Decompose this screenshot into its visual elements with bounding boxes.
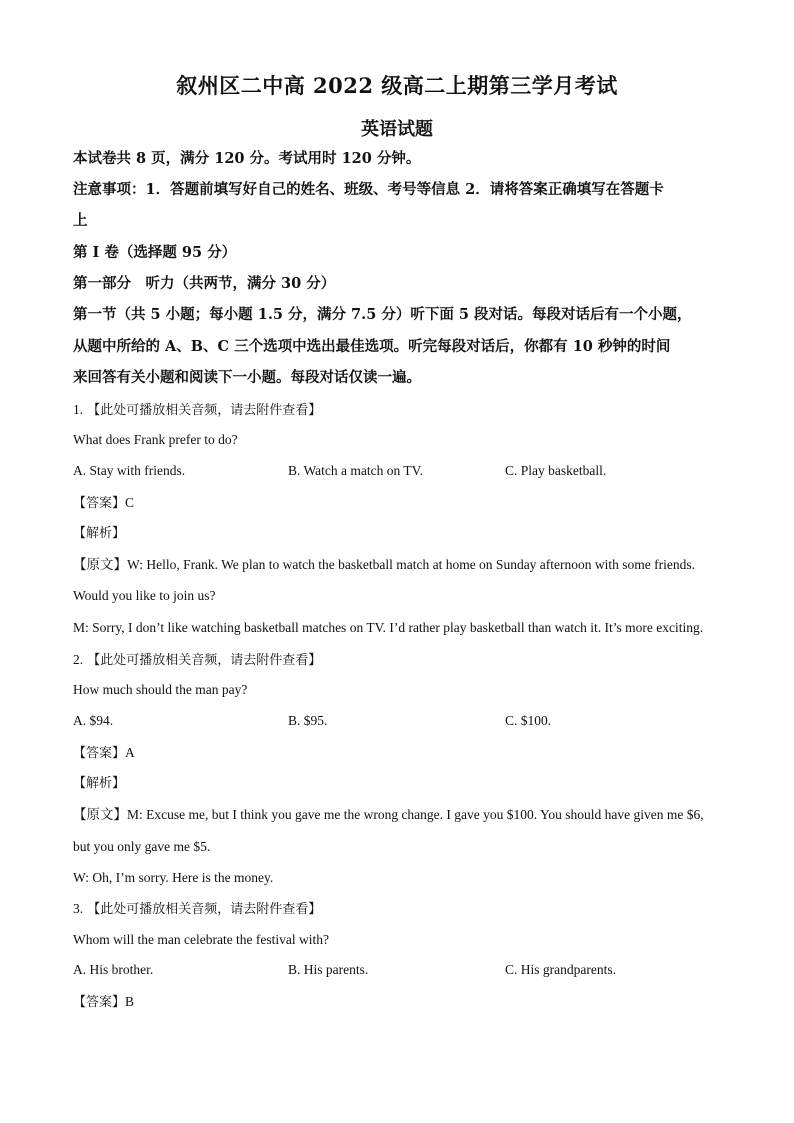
answer-label: 【答案】 bbox=[73, 995, 126, 1010]
question-number: 1. bbox=[73, 402, 84, 417]
question-1-analysis: 【解析】 bbox=[73, 526, 126, 541]
question-1-option-c: C. Play basketball. bbox=[505, 463, 607, 478]
question-2-option-c: C. $100. bbox=[505, 713, 552, 728]
question-1-transcript-3: M: Sorry, I don’t like watching basketball matches on TV. I’d rather play basketball than watch it. It’s more exciting. bbox=[73, 620, 704, 635]
audio-placeholder[interactable]: 【此处可播放相关音频，请去附件查看】 bbox=[87, 403, 322, 418]
question-3-header bbox=[73, 900, 733, 919]
question-number: 2. bbox=[73, 652, 84, 667]
exam-title: 叙州区二中高 2022 级高二上期第三学月考试 bbox=[176, 73, 618, 98]
question-2-transcript-1: 【原文】M: Excuse me, but I think you gave me the wrong change. I gave you $100. You should have given me $6, bbox=[73, 807, 704, 822]
answer-value: B bbox=[125, 994, 135, 1009]
question-1-transcript-1: 【原文】W: Hello, Frank. We plan to watch the basketball match at home on Sunday afternoon with some friends. bbox=[73, 557, 696, 572]
exam-info: 本试卷共 8 页，满分 120 分。考试用时 120 分钟。 bbox=[73, 150, 421, 167]
question-3-option-a: A. His brother. bbox=[73, 962, 154, 977]
question-2-analysis: 【解析】 bbox=[73, 776, 126, 791]
question-2-option-a: A. $94. bbox=[73, 713, 114, 728]
question-1-text: What does Frank prefer to do? bbox=[73, 432, 238, 447]
notes-line-1: 注意事项：1．答题前填写好自己的姓名、班级、考号等信息 2．请将答案正确填写在答题卡 bbox=[73, 181, 664, 198]
section-one-line-1: 第一节（共 5 小题；每小题 1.5 分，满分 7.5 分）听下面 5 段对话。每段对话后有一个小题， bbox=[73, 306, 692, 323]
question-3-text: Whom will the man celebrate the festival with? bbox=[73, 932, 330, 947]
answer-value: A bbox=[125, 745, 135, 760]
question-1-option-b: B. Watch a match on TV. bbox=[288, 463, 424, 478]
question-3-option-c: C. His grandparents. bbox=[505, 962, 616, 977]
answer-label: 【答案】 bbox=[73, 746, 126, 761]
answer-label: 【答案】 bbox=[73, 496, 126, 511]
question-1-transcript-2: Would you like to join us? bbox=[73, 588, 216, 603]
question-2-header bbox=[73, 651, 733, 670]
question-2-option-b: B. $95. bbox=[288, 713, 328, 728]
question-number: 3. bbox=[73, 901, 84, 916]
notes-line-2: 上 bbox=[73, 212, 88, 229]
question-2-answer bbox=[73, 744, 733, 763]
exam-subtitle: 英语试题 bbox=[361, 119, 433, 140]
question-3-answer bbox=[73, 993, 733, 1012]
answer-value: C bbox=[125, 495, 135, 510]
part-one-heading: 第 I 卷（选择题 95 分） bbox=[73, 244, 237, 261]
question-2-text: How much should the man pay? bbox=[73, 682, 248, 697]
question-2-transcript-3: W: Oh, I’m sorry. Here is the money. bbox=[73, 870, 274, 885]
question-2-transcript-2: but you only gave me $5. bbox=[73, 839, 211, 854]
section-one-line-2: 从题中所给的 A、B、C 三个选项中选出最佳选项。听完每段对话后，你都有 10 秒钟的时间 bbox=[73, 338, 671, 355]
listening-heading: 第一部分 听力（共两节，满分 30 分） bbox=[73, 275, 336, 292]
section-one-line-3: 来回答有关小题和阅读下一小题。每段对话仅读一遍。 bbox=[73, 369, 421, 386]
audio-placeholder[interactable]: 【此处可播放相关音频，请去附件查看】 bbox=[87, 902, 322, 917]
question-1-option-a: A. Stay with friends. bbox=[73, 463, 186, 478]
question-3-option-b: B. His parents. bbox=[288, 962, 369, 977]
question-1-answer bbox=[73, 494, 733, 513]
question-1-header bbox=[73, 401, 733, 420]
audio-placeholder[interactable]: 【此处可播放相关音频，请去附件查看】 bbox=[87, 653, 322, 668]
